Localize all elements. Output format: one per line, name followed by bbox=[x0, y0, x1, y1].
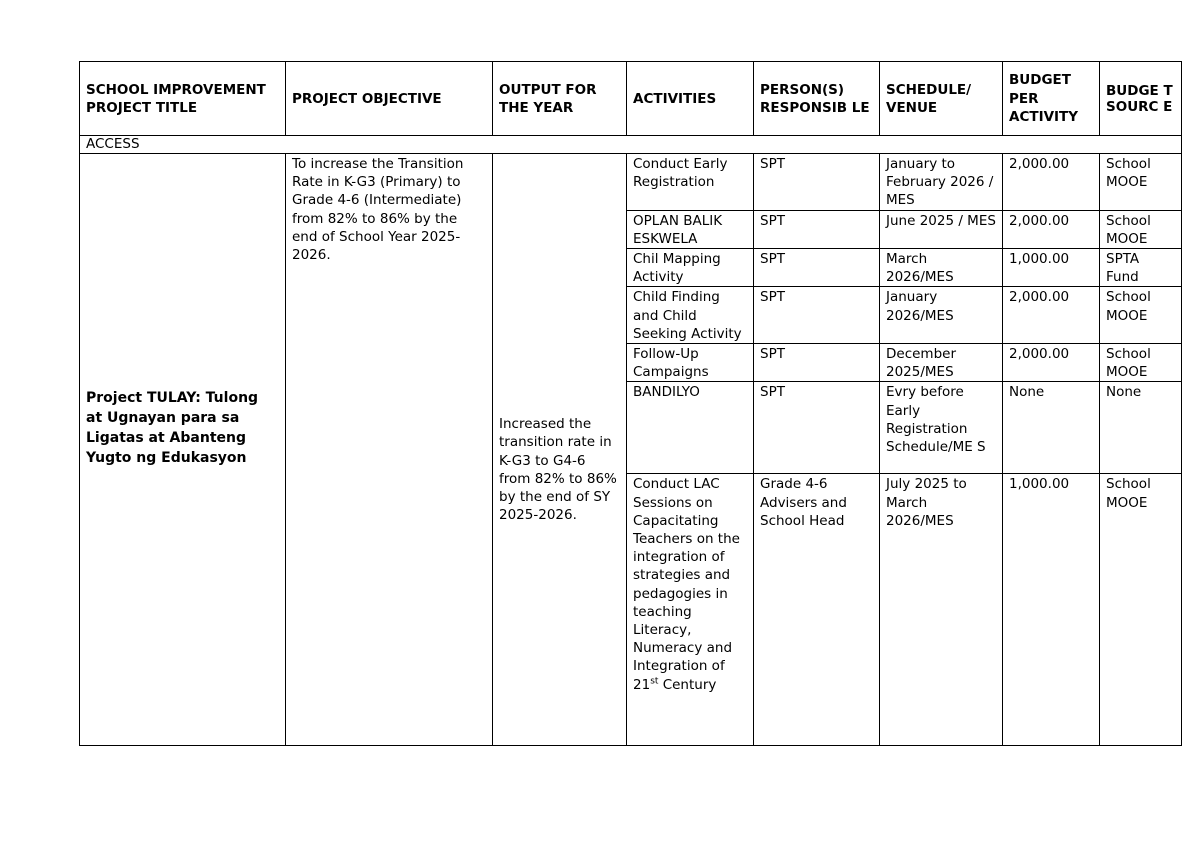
person-cell: SPT bbox=[754, 287, 880, 344]
table-row bbox=[80, 154, 1182, 211]
person-cell: SPT bbox=[754, 154, 880, 211]
header-schedule: SCHEDULE/ VENUE bbox=[880, 62, 1003, 136]
header-project-objective: PROJECT OBJECTIVE bbox=[286, 62, 493, 136]
project-objective: To increase the Transition Rate in K-G3 (Primary) to Grade 4-6 (Intermediate) from 82% to 86% by the end of School Year 2025-2026. bbox=[286, 154, 493, 746]
activity-cell: OPLAN BALIK ESKWELA bbox=[627, 210, 754, 248]
schedule-cell: Evry before Early Registration Schedule/ME S bbox=[880, 382, 1003, 474]
budget-cell: None bbox=[1003, 382, 1100, 474]
header-row bbox=[80, 62, 1182, 136]
budget-cell: 2,000.00 bbox=[1003, 344, 1100, 382]
activity-cell: Chil Mapping Activity bbox=[627, 249, 754, 287]
schedule-cell: March 2026/MES bbox=[880, 249, 1003, 287]
schedule-cell: January 2026/MES bbox=[880, 287, 1003, 344]
budget-cell: 2,000.00 bbox=[1003, 287, 1100, 344]
source-cell: School MOOE bbox=[1100, 210, 1182, 248]
source-cell: None bbox=[1100, 382, 1182, 474]
header-activities: ACTIVITIES bbox=[627, 62, 754, 136]
source-cell: School MOOE bbox=[1100, 154, 1182, 211]
source-cell: School MOOE bbox=[1100, 287, 1182, 344]
schedule-cell: January to February 2026 / MES bbox=[880, 154, 1003, 211]
project-output: Increased the transition rate in K-G3 to G4-6 from 82% to 86% by the end of SY 2025-2026. bbox=[493, 154, 627, 746]
activity-cell: Conduct Early Registration bbox=[627, 154, 754, 211]
project-title: Project TULAY: Tulong at Ugnayan para sa Ligatas at Abanteng Yugto ng Edukasyon bbox=[80, 154, 286, 746]
budget-cell: 2,000.00 bbox=[1003, 210, 1100, 248]
person-cell: Grade 4-6 Advisers and School Head bbox=[754, 474, 880, 746]
section-row bbox=[80, 136, 1182, 154]
person-cell: SPT bbox=[754, 249, 880, 287]
person-cell: SPT bbox=[754, 344, 880, 382]
sip-table bbox=[79, 61, 1182, 746]
budget-cell: 1,000.00 bbox=[1003, 249, 1100, 287]
source-cell: SPTA Fund bbox=[1100, 249, 1182, 287]
schedule-cell: December 2025/MES bbox=[880, 344, 1003, 382]
activity-cell: Follow-Up Campaigns bbox=[627, 344, 754, 382]
header-project-title: SCHOOL IMPROVEMENT PROJECT TITLE bbox=[80, 62, 286, 136]
activity-superscript: st bbox=[650, 676, 659, 687]
header-budget: BUDGET PER ACTIVITY bbox=[1003, 62, 1100, 136]
activity-cell: BANDILYO bbox=[627, 382, 754, 474]
person-cell: SPT bbox=[754, 210, 880, 248]
section-label: ACCESS bbox=[80, 136, 1182, 154]
budget-cell: 2,000.00 bbox=[1003, 154, 1100, 211]
activity-cell: Child Finding and Child Seeking Activity bbox=[627, 287, 754, 344]
activity-cell bbox=[627, 474, 754, 746]
activity-text-tail: Century bbox=[658, 676, 717, 693]
header-budget-source: BUDGE T SOURC E bbox=[1100, 62, 1182, 136]
header-output: OUTPUT FOR THE YEAR bbox=[493, 62, 627, 136]
document-page bbox=[79, 61, 1182, 746]
person-cell: SPT bbox=[754, 382, 880, 474]
schedule-cell: June 2025 / MES bbox=[880, 210, 1003, 248]
schedule-cell: July 2025 to March 2026/MES bbox=[880, 474, 1003, 746]
source-cell: School MOOE bbox=[1100, 474, 1182, 746]
activity-text: Conduct LAC Sessions on Capacitating Teachers on the integration of strategies and pedagogies in teaching Literacy, Numeracy and Integration of 21 bbox=[633, 476, 740, 693]
budget-cell: 1,000.00 bbox=[1003, 474, 1100, 746]
source-cell: School MOOE bbox=[1100, 344, 1182, 382]
header-persons: PERSON(S) RESPONSIB LE bbox=[754, 62, 880, 136]
